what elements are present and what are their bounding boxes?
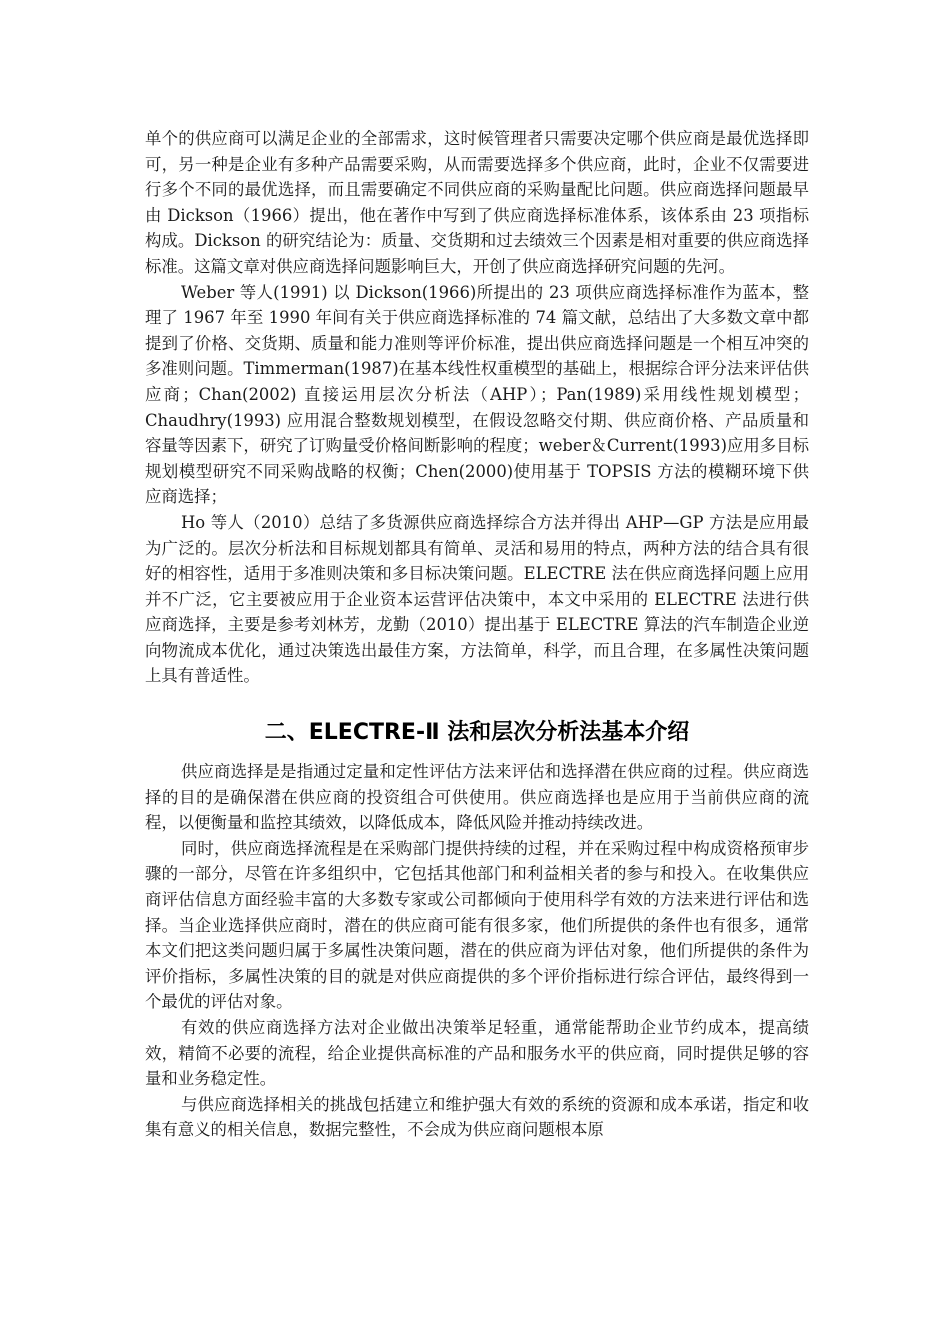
paragraph: 同时，供应商选择流程是在采购部门提供持续的过程，并在采购过程中构成资格预审步骤的一部分，尽管在许多组织中，它包括其他部门和利益相关者的参与和投入。在收集供应商评估信息方面经验丰富的大多数专家或公司都倾向于使用科学有效的方法来进行评估和选择。当企业选择供应商时，潜在的供应商可能有很多家，他们所提供的条件也有很多，通常本文们把这类问题归属于多属性决策问题，潜在的供应商为评估对象，他们所提供的条件为评价指标，多属性决策的目的就是对供应商提供的多个评价指标进行综合评估，最终得到一个最优的评估对象。 [145,838,809,1012]
paragraph: Weber 等人(1991) 以 Dickson(1966)所提出的 23 项供应商选择标准作为蓝本，整理了 1967 年至 1990 年间有关于供应商选择标准的 74 篇文献，总结出了大多数文章中都提到了价格、交货期、质量和能力准则等评价标准，提出供应商选择问题是一个相互冲突的多准则问题。Timmerman(1987)在基本线性权重模型的基础上，根据综合评分法来评估供应商；Chan(2002) 直接运用层次分析法（AHP）；Pan(1989)采用线性规划模型；Chaudhry(1993) 应用混合整数规划模型，在假设忽略交付期、供应商价格、产品质量和容量等因素下，研究了订购量受价格间断影响的程度；weber＆Current(1993)应用多目标规划模型研究不同采购战略的权衡；Chen(2000)使用基于 TOPSIS 方法的模糊环境下供应商选择； [145,282,809,507]
document-body [145,126,809,1143]
paragraph: 与供应商选择相关的挑战包括建立和维护强大有效的系统的资源和成本承诺，指定和收集有意义的相关信息，数据完整性，不会成为供应商问题根本原 [145,1094,809,1140]
paragraph: 单个的供应商可以满足企业的全部需求，这时候管理者只需要决定哪个供应商是最优选择即可，另一种是企业有多种产品需要采购，从而需要选择多个供应商，此时，企业不仅需要进行多个不同的最优选择，而且需要确定不同供应商的采购量配比问题。供应商选择问题最早由 Dickson（1966）提出，他在著作中写到了供应商选择标准体系，该体系由 23 项指标构成。Dickson 的研究结论为：质量、交货期和过去绩效三个因素是相对重要的供应商选择标准。这篇文章对供应商选择问题影响巨大，开创了供应商选择研究问题的先河。 [145,129,809,276]
paragraph: 供应商选择是是指通过定量和定性评估方法来评估和选择潜在供应商的过程。供应商选择的目的是确保潜在供应商的投资组合可供使用。供应商选择也是应用于当前供应商的流程，以便衡量和监控其绩效，以降低成本，降低风险并推动持续改进。 [145,762,809,833]
paragraph: 有效的供应商选择方法对企业做出决策举足轻重，通常能帮助企业节约成本，提高绩效，精简不必要的流程，给企业提供高标准的产品和服务水平的供应商，同时提供足够的容量和业务稳定性。 [145,1018,809,1089]
paragraph: Ho 等人（2010）总结了多货源供应商选择综合方法并得出 AHP—GP 方法是应用最为广泛的。层次分析法和目标规划都具有简单、灵活和易用的特点，两种方法的结合具有很好的相容性，适用于多准则决策和多目标决策问题。ELECTRE 法在供应商选择问题上应用并不广泛，它主要被应用于企业资本运营评估决策中，本文中采用的 ELECTRE 法进行供应商选择，主要是参考刘林芳，龙勤（2010）提出基于 ELECTRE 算法的汽车制造企业逆向物流成本优化，通过决策选出最佳方案，方法简单，科学，而且合理，在多属性决策问题上具有普适性。 [145,512,809,686]
section-heading: 二、ELECTRE-Ⅱ 法和层次分析法基本介绍 [264,720,690,746]
